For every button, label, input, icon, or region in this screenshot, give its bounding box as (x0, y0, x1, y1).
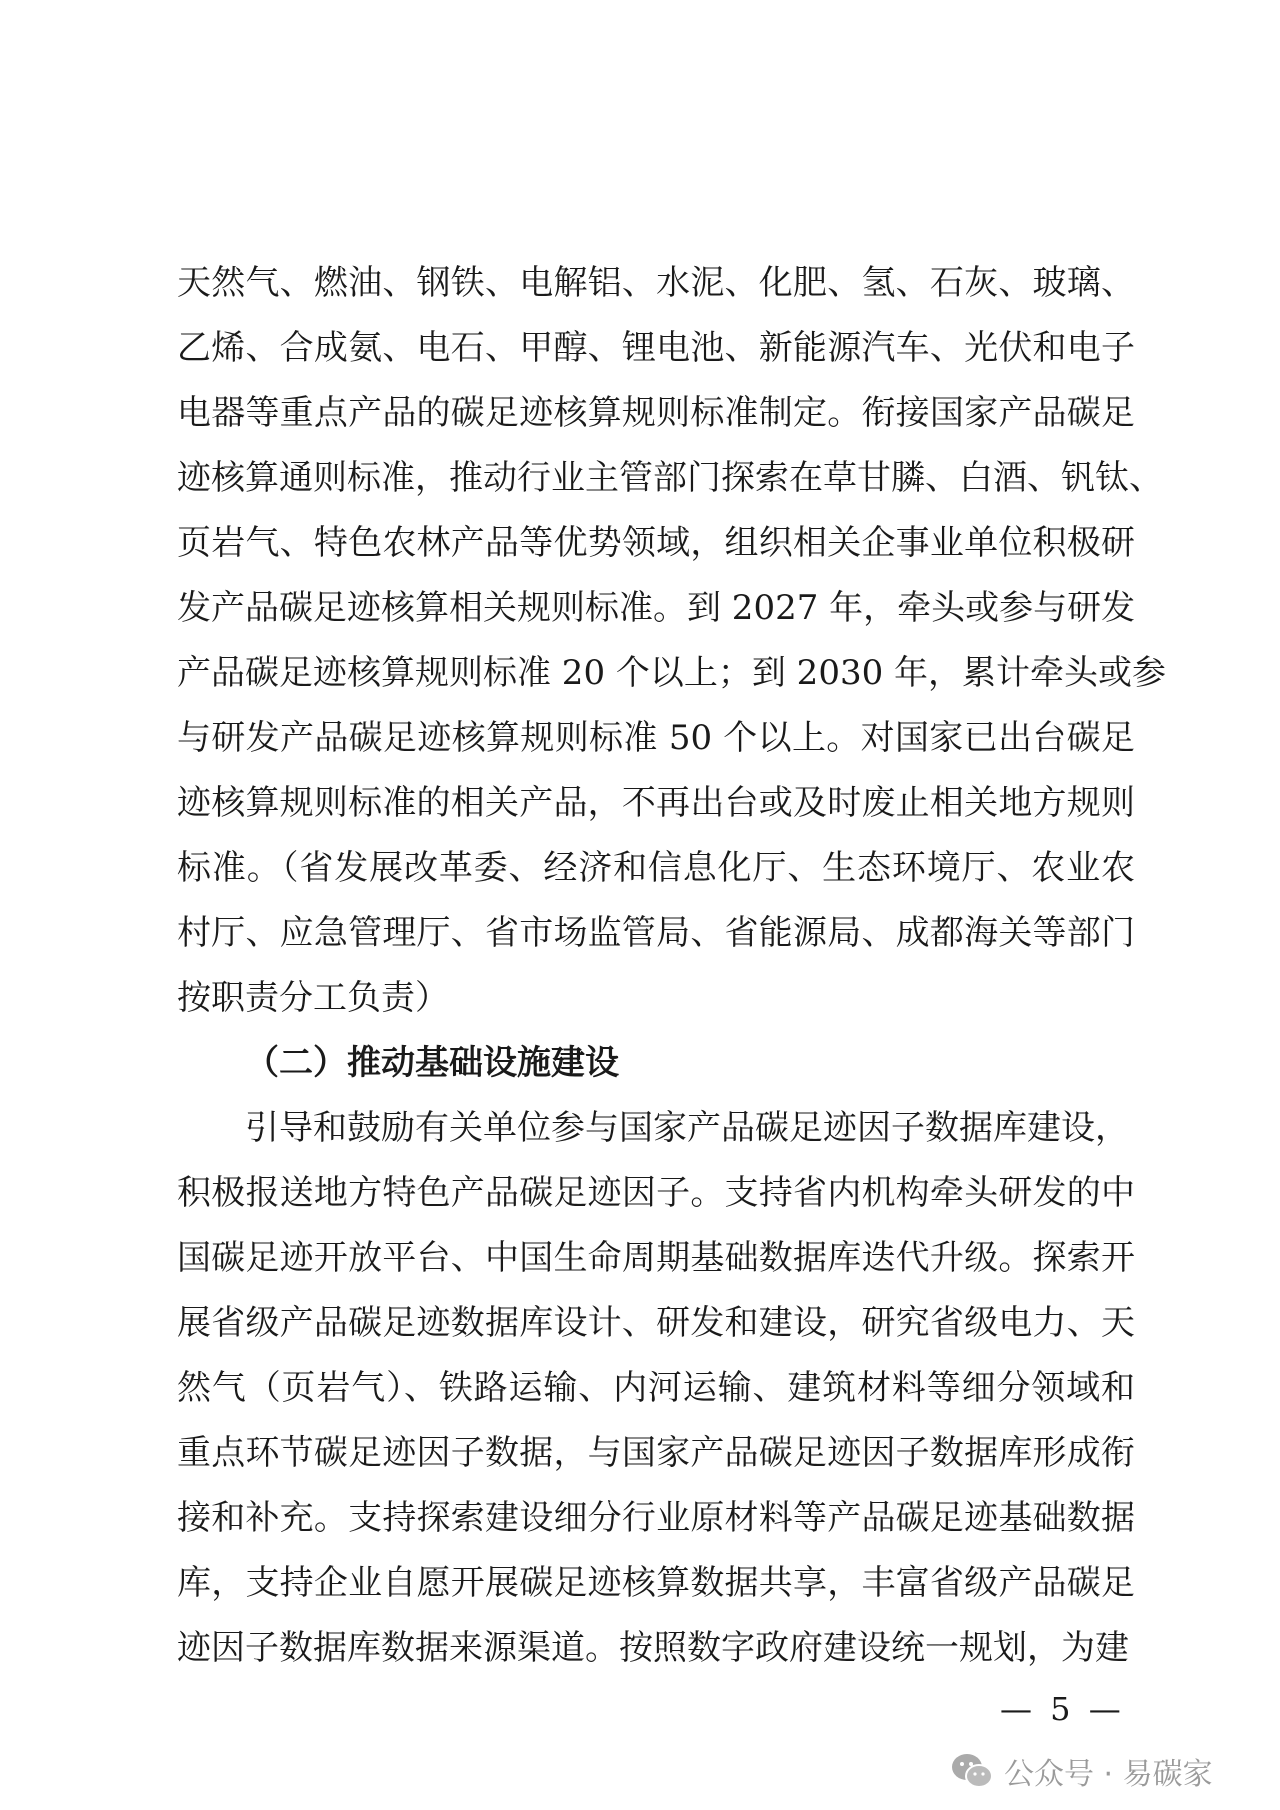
text-line: 积极报送地方特色产品碳足迹因子。支持省内机构牵头研发的中 (177, 1173, 1135, 1213)
text-line: 接和补充。支持探索建设细分行业原材料等产品碳足迹基础数据 (177, 1498, 1135, 1538)
text-line: 产品碳足迹核算规则标准 20 个以上；到 2030 年，累计牵头或参 (177, 653, 1167, 693)
wechat-icon (950, 1751, 994, 1791)
text-line: 电器等重点产品的碳足迹核算规则标准制定。衔接国家产品碳足 (177, 393, 1135, 433)
text-line: 天然气、燃油、钢铁、电解铝、水泥、化肥、氢、石灰、玻璃、 (177, 263, 1135, 303)
text-line: 库，支持企业自愿开展碳足迹核算数据共享，丰富省级产品碳足 (177, 1563, 1135, 1603)
text-line: 展省级产品碳足迹数据库设计、研发和建设，研究省级电力、天 (177, 1303, 1135, 1343)
watermark (950, 1748, 1213, 1794)
text-line: 迹核算规则标准的相关产品，不再出台或及时废止相关地方规则 (177, 783, 1135, 823)
text-line: 迹因子数据库数据来源渠道。按照数字政府建设统一规划，为建 (177, 1628, 1129, 1668)
text-line: 页岩气、特色农林产品等优势领域，组织相关企事业单位积极研 (177, 523, 1135, 563)
text-line: 然气（页岩气）、铁路运输、内河运输、建筑材料等细分领域和 (177, 1368, 1135, 1408)
text-line: 乙烯、合成氨、电石、甲醇、锂电池、新能源汽车、光伏和电子 (177, 328, 1135, 368)
text-line: 重点环节碳足迹因子数据，与国家产品碳足迹因子数据库形成衔 (177, 1433, 1135, 1473)
watermark-text: 公众号 · 易碳家 (1004, 1757, 1213, 1792)
text-line: 国碳足迹开放平台、中国生命周期基础数据库迭代升级。探索开 (177, 1238, 1135, 1278)
text-line: 迹核算通则标准，推动行业主管部门探索在草甘膦、白酒、钒钛、 (177, 458, 1163, 498)
page-number: — 5 — (1000, 1690, 1125, 1728)
text-line: 引导和鼓励有关单位参与国家产品碳足迹因子数据库建设， (245, 1108, 1129, 1148)
text-line: 标准。（省发展改革委、经济和信息化厅、生态环境厅、农业农 (177, 848, 1135, 888)
text-line: 按职责分工负责） (177, 978, 449, 1018)
text-line: 村厅、应急管理厅、省市场监管局、省能源局、成都海关等部门 (177, 913, 1135, 953)
text-line: 与研发产品碳足迹核算规则标准 50 个以上。对国家已出台碳足 (177, 718, 1135, 758)
section-heading: （二）推动基础设施建设 (245, 1043, 619, 1083)
text-line: 发产品碳足迹核算相关规则标准。到 2027 年，牵头或参与研发 (177, 588, 1136, 628)
